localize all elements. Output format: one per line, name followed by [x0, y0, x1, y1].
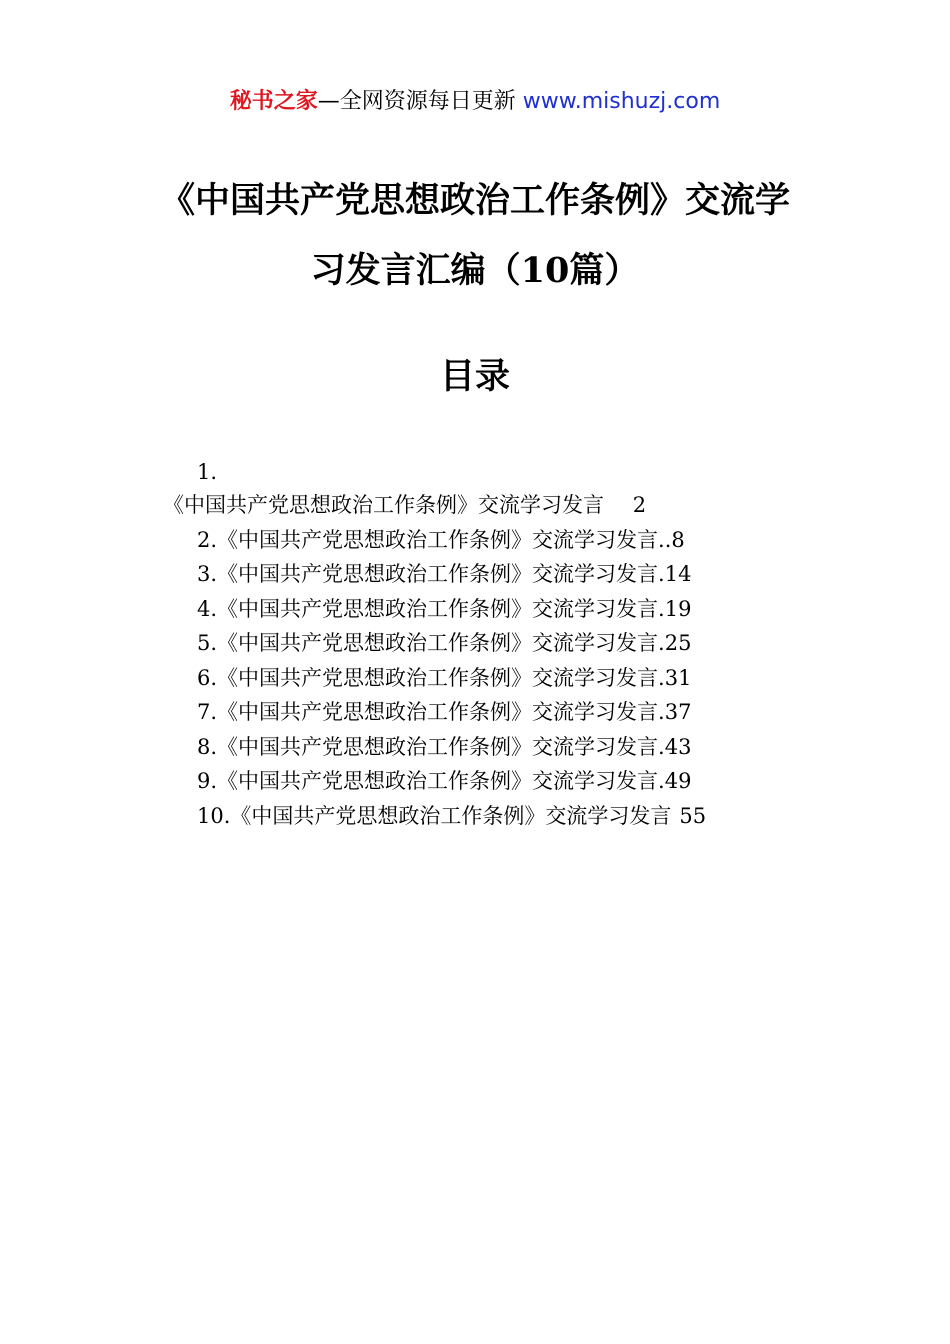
toc-entry-number: 5.: [197, 631, 218, 655]
toc-entry-number: 2.: [197, 528, 218, 552]
toc-entry-page: 37: [664, 700, 692, 724]
toc-entry-page: 25: [664, 631, 692, 655]
toc-entry-page: 31: [664, 666, 692, 690]
toc-entry-8[interactable]: [197, 730, 807, 764]
toc-entry-number: 8.: [197, 735, 218, 759]
document-title-line-2: 习发言汇编（10篇）: [310, 250, 640, 291]
toc-entry-9[interactable]: [197, 764, 807, 798]
toc-entry-title: 《中国共产党思想政治工作条例》交流学习发言: [230, 804, 672, 828]
header-separator: —: [317, 89, 340, 114]
toc-entry-5[interactable]: [197, 626, 807, 660]
toc-entry-title: 《中国共产党思想政治工作条例》交流学习发言: [163, 493, 604, 517]
toc-entry-title: 《中国共产党思想政治工作条例》交流学习发言: [217, 597, 659, 621]
toc-entry-title: 《中国共产党思想政治工作条例》交流学习发言: [217, 769, 659, 793]
site-header: [0, 86, 950, 118]
toc-entry-10[interactable]: [197, 799, 807, 833]
toc-entry-title: 《中国共产党思想政治工作条例》交流学习发言: [217, 700, 659, 724]
toc-entry-number: 3.: [197, 562, 218, 586]
toc-entry-3[interactable]: [197, 557, 807, 591]
toc-entry-leader: .: [658, 735, 665, 759]
toc-entry-page: 2: [632, 493, 647, 517]
toc-entry-number: 6.: [197, 666, 218, 690]
document-title-line-1: 《中国共产党思想政治工作条例》交流学: [159, 180, 790, 221]
toc-entry-leader: .: [658, 666, 665, 690]
toc-entry-leader: .: [658, 597, 665, 621]
toc-entry-4[interactable]: [197, 592, 807, 626]
toc-entry-page: 55: [679, 804, 707, 828]
toc-entry-7[interactable]: [197, 695, 807, 729]
document-title: [130, 178, 820, 294]
toc-heading: 目录: [439, 356, 510, 397]
toc-entry-number: 7.: [197, 700, 218, 724]
toc-entry-page: 8: [671, 528, 685, 552]
toc-entry-page: 49: [664, 769, 692, 793]
toc-entry-title: 《中国共产党思想政治工作条例》交流学习发言: [217, 631, 659, 655]
toc-entry-page: 43: [664, 735, 692, 759]
toc-entry-title: 《中国共产党思想政治工作条例》交流学习发言: [217, 666, 659, 690]
toc-entry-page: 19: [664, 597, 692, 621]
header-slogan: 全网资源每日更新: [339, 89, 516, 114]
toc-entry-number: 10.: [197, 804, 231, 828]
toc-entry-2[interactable]: [197, 523, 807, 557]
toc-entry-leader: .: [658, 700, 665, 724]
toc-entry-title: 《中国共产党思想政治工作条例》交流学习发言: [217, 735, 659, 759]
toc-entry-number: 4.: [197, 597, 218, 621]
toc-entry-number: 1.: [197, 460, 218, 484]
toc-entry-title: 《中国共产党思想政治工作条例》交流学习发言: [217, 562, 659, 586]
toc-entry-leader: .: [658, 631, 665, 655]
toc-entry-title: 《中国共产党思想政治工作条例》交流学习发言: [217, 528, 659, 552]
brand-name: 秘书之家: [229, 89, 318, 114]
toc-entry-leader: .: [658, 562, 665, 586]
toc-entry-1-number-row[interactable]: [197, 455, 217, 489]
toc-entry-leader: .: [658, 769, 665, 793]
toc-entry-number: 9.: [197, 769, 218, 793]
toc-entry-leader: ..: [658, 528, 672, 552]
site-url-link[interactable]: www.mishuzj.com: [522, 89, 721, 114]
toc-entry-page: 14: [664, 562, 692, 586]
toc-entry-6[interactable]: [197, 661, 807, 695]
toc-entry-1[interactable]: [163, 488, 646, 522]
